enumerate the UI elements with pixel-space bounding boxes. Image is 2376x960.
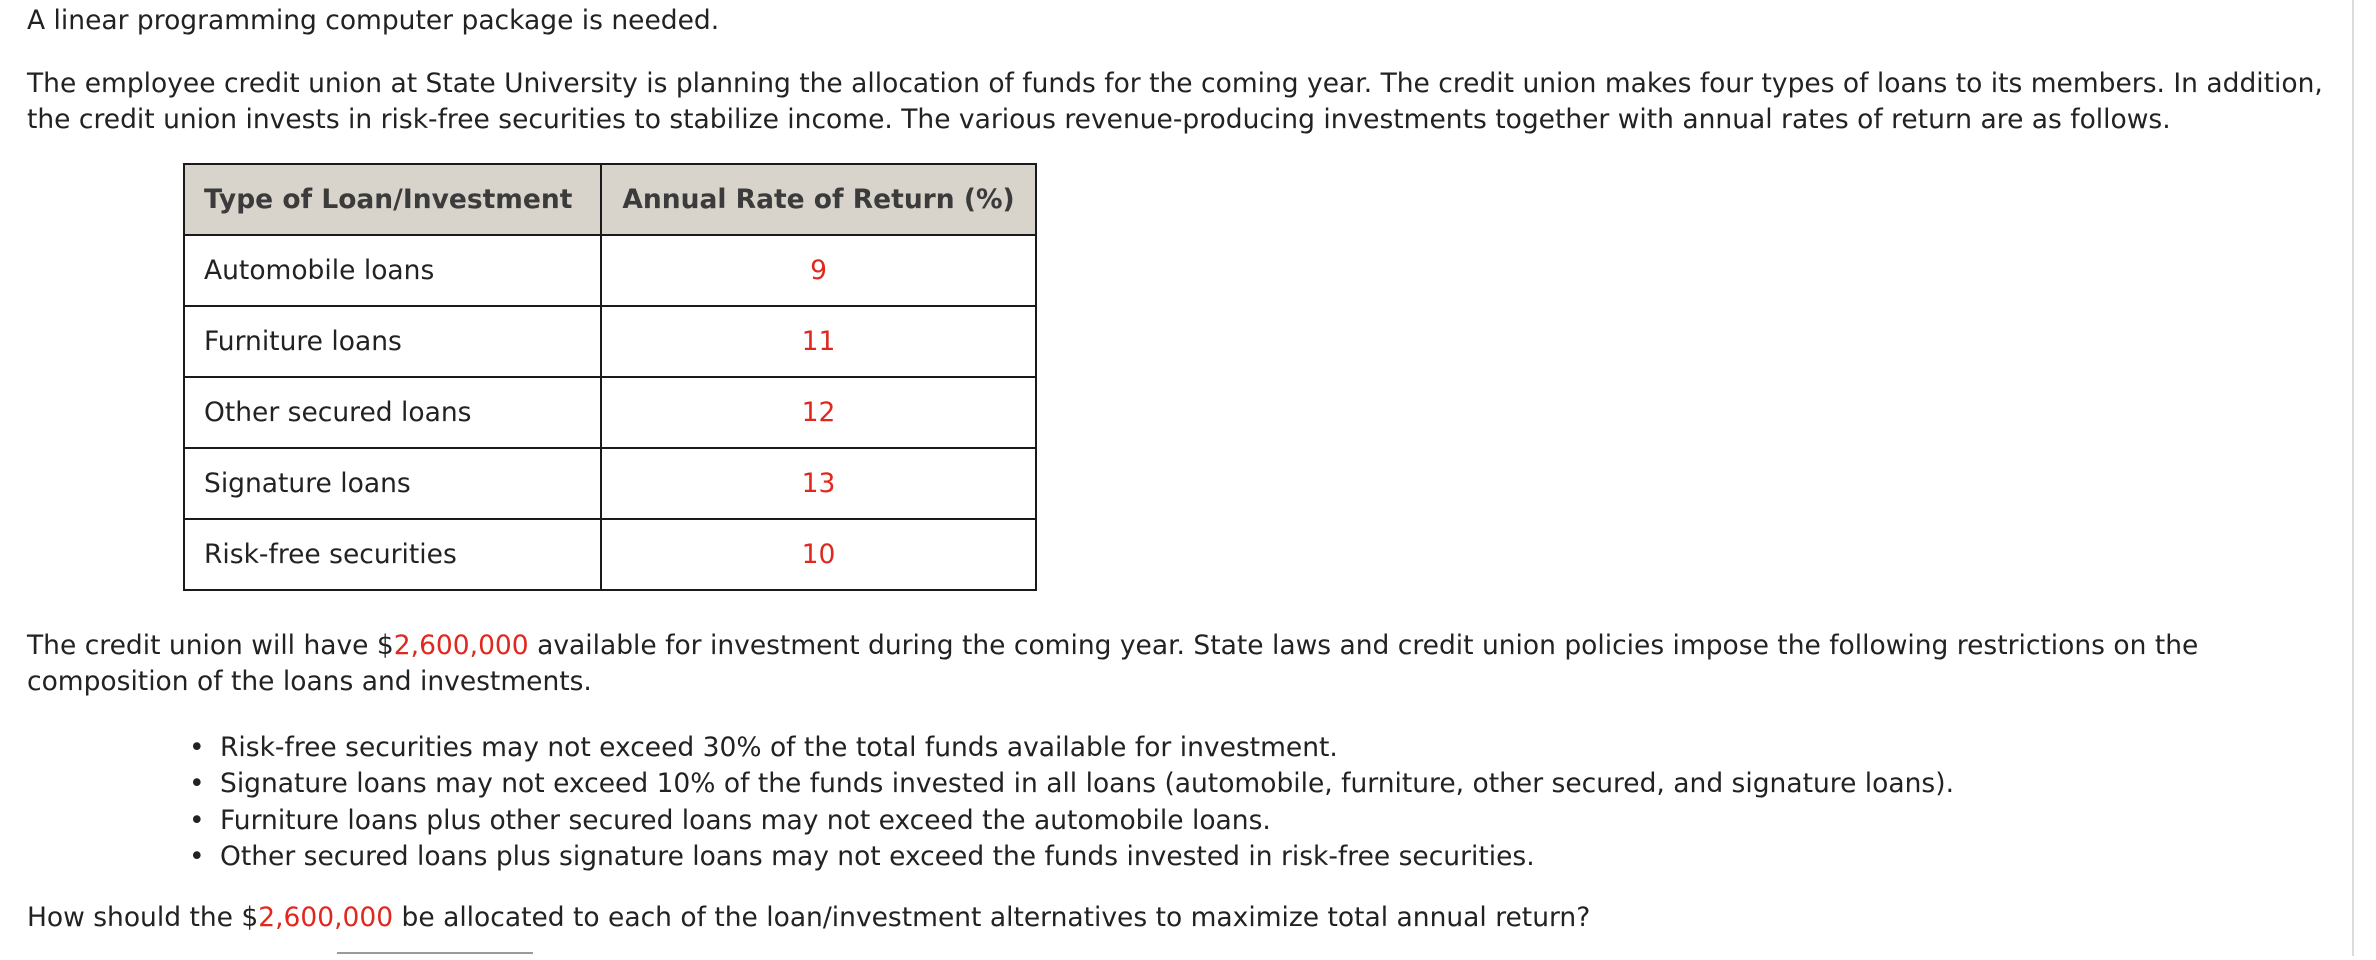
question-text-before: How should the $ bbox=[27, 902, 259, 933]
answer-input-box[interactable] bbox=[337, 952, 533, 960]
restriction-text: Risk-free securities may not exceed 30% of the total funds available for investment. bbox=[220, 732, 1338, 763]
loan-type-cell: Other secured loans bbox=[184, 377, 601, 448]
funds-text-after: available for investment during the coming year. State laws and credit union policies impose the following restrictions on the composition of the loans and investments. bbox=[27, 630, 2199, 697]
list-item bbox=[189, 839, 1954, 875]
list-item bbox=[189, 730, 1954, 766]
header-type: Type of Loan/Investment bbox=[184, 164, 601, 235]
rate-cell: 13 bbox=[601, 448, 1036, 519]
rate-cell: 9 bbox=[601, 235, 1036, 306]
rate-cell: 12 bbox=[601, 377, 1036, 448]
table-header-row bbox=[184, 164, 1036, 235]
restriction-text: Other secured loans plus signature loans may not exceed the funds invested in risk-free securities. bbox=[220, 840, 1535, 872]
rate-cell: 10 bbox=[601, 519, 1036, 590]
bullet-icon: • bbox=[189, 804, 205, 836]
table-row bbox=[184, 235, 1036, 306]
question-text-after: be allocated to each of the loan/investment alternatives to maximize total annual return? bbox=[393, 902, 1591, 933]
funds-amount: 2,600,000 bbox=[393, 630, 529, 661]
table-row bbox=[184, 448, 1036, 519]
intro-text: A linear programming computer package is needed. bbox=[27, 5, 720, 36]
loan-type-cell: Automobile loans bbox=[184, 235, 601, 306]
restriction-text: Furniture loans plus other secured loans may not exceed the automobile loans. bbox=[220, 804, 1271, 836]
page-divider bbox=[2352, 0, 2354, 956]
table-row bbox=[184, 377, 1036, 448]
loan-type-cell: Furniture loans bbox=[184, 306, 601, 377]
bullet-icon: • bbox=[189, 732, 205, 763]
funds-paragraph bbox=[27, 628, 2337, 700]
question-amount: 2,600,000 bbox=[258, 902, 394, 933]
table-row bbox=[184, 519, 1036, 590]
bullet-icon: • bbox=[189, 768, 205, 800]
question-text bbox=[27, 900, 1590, 936]
list-item bbox=[189, 766, 1954, 802]
header-rate: Annual Rate of Return (%) bbox=[601, 164, 1036, 235]
rate-cell: 11 bbox=[601, 306, 1036, 377]
list-item bbox=[189, 803, 1954, 839]
restrictions-list bbox=[189, 730, 1954, 875]
table-row bbox=[184, 306, 1036, 377]
loan-type-cell: Risk-free securities bbox=[184, 519, 601, 590]
problem-description: The employee credit union at State University is planning the allocation of funds for the coming year. The credit union makes four types of loans to its members. In addition, the credit union invests in risk-free securities to stabilize income. The various revenue-producing investments together with annual rates of return are as follows. bbox=[27, 68, 2323, 135]
loan-type-cell: Signature loans bbox=[184, 448, 601, 519]
rates-table bbox=[183, 163, 1037, 591]
bullet-icon: • bbox=[189, 840, 205, 872]
funds-text-before: The credit union will have $ bbox=[27, 630, 394, 661]
restriction-text: Signature loans may not exceed 10% of the funds invested in all loans (automobile, furniture, other secured, and signature loans). bbox=[220, 768, 1954, 800]
